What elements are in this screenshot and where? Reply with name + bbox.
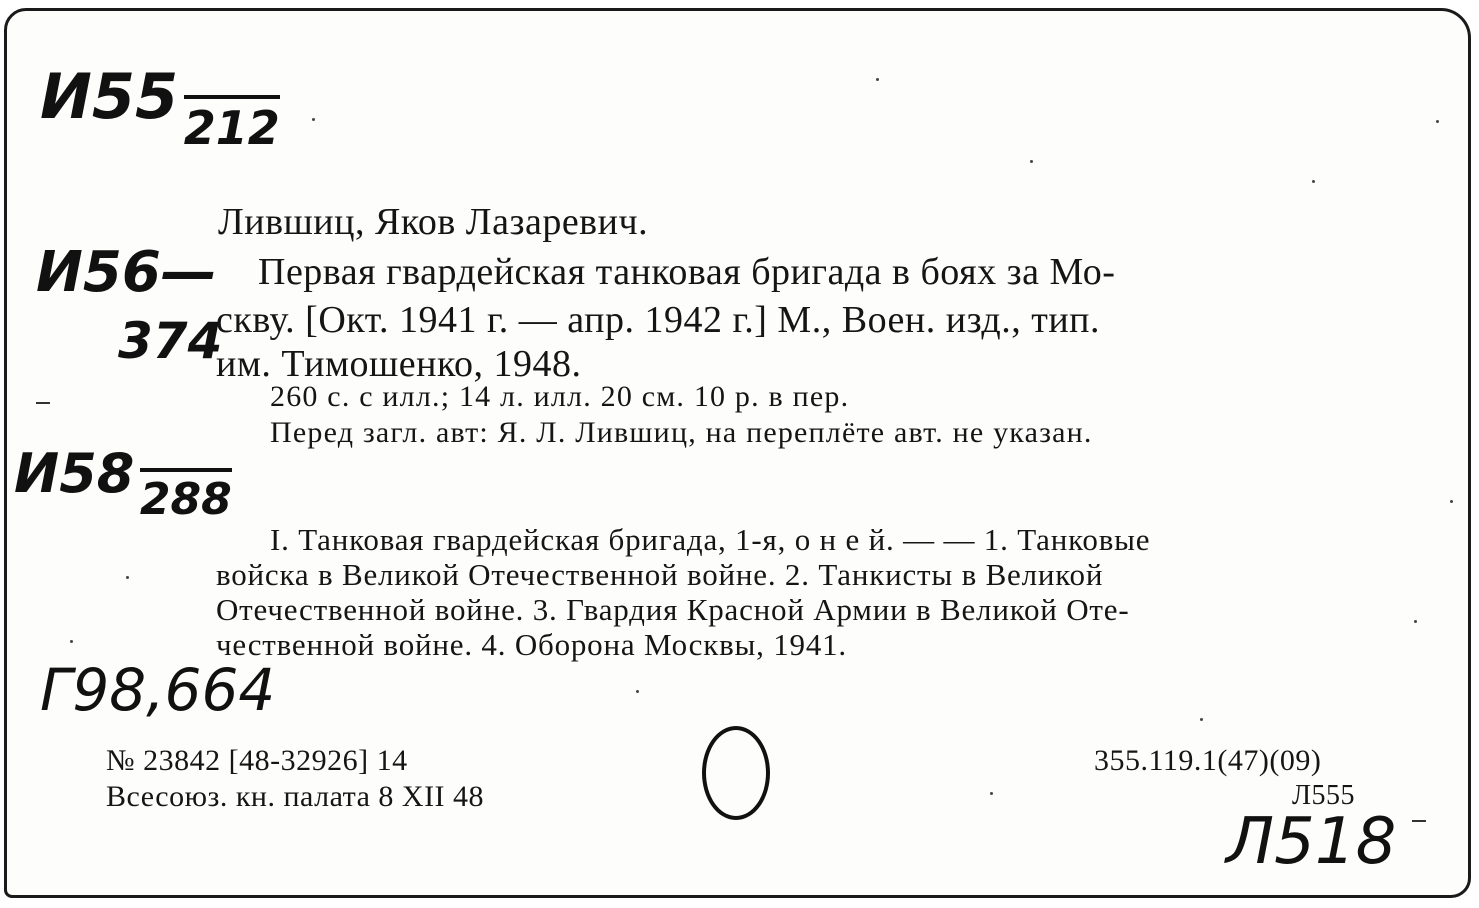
scan-speck xyxy=(636,690,639,693)
scan-speck xyxy=(1414,620,1417,623)
scan-speck xyxy=(312,118,315,121)
scan-speck xyxy=(1030,160,1033,163)
scan-speck xyxy=(126,576,129,579)
book-chamber-line: Всесоюз. кн. палата 8 XII 48 xyxy=(106,780,485,813)
shelfmark-2-sub: 374 xyxy=(118,312,223,370)
scan-speck xyxy=(70,640,73,643)
author-note: Перед загл. авт: Я. Л. Лившиц, на переплёте авт. не указан. xyxy=(270,416,1093,449)
subject-line-1: I. Танковая гвардейская бригада, 1-я, о н е й. — — 1. Танковые xyxy=(270,522,1151,557)
scan-speck xyxy=(1450,500,1453,503)
shelfmark-1 xyxy=(40,60,280,155)
shelfmark-3-sub: 288 xyxy=(140,468,232,525)
shelfmark-2 xyxy=(36,240,217,305)
physical-description: 260 с. с илл.; 14 л. илл. 20 см. 10 р. в пер. xyxy=(270,380,850,413)
shelfmark-2-main: И56— xyxy=(36,240,217,305)
scan-speck xyxy=(1200,718,1203,721)
title-line-2: скву. [Окт. 1941 г. — апр. 1942 г.] М., Воен. изд., тип. xyxy=(216,299,1101,341)
shelfmark-5: Л518 xyxy=(1226,805,1397,879)
subject-line-4: чественной войне. 4. Оборона Москвы, 1941. xyxy=(216,627,847,662)
classification-number: 355.119.1(47)(09) xyxy=(1094,744,1322,777)
card-number: № 23842 [48-32926] 14 xyxy=(106,744,408,777)
scan-speck xyxy=(1312,180,1315,183)
margin-mark xyxy=(1412,820,1426,822)
shelfmark-3 xyxy=(14,442,232,525)
scan-speck xyxy=(876,78,879,81)
shelfmark-4: Г98,664 xyxy=(40,656,276,724)
subject-line-2: войска в Великой Отечественной войне. 2. Танкисты в Великой xyxy=(216,557,1104,592)
scan-speck xyxy=(1436,120,1439,123)
punch-hole xyxy=(702,726,770,820)
shelfmark-1-sub: 212 xyxy=(184,95,280,155)
title-line-1: Первая гвардейская танковая бригада в боях за Мо- xyxy=(258,251,1116,293)
author-heading: Лившиц, Яков Лазаревич. xyxy=(218,201,649,243)
title-line-3: им. Тимошенко, 1948. xyxy=(216,343,582,385)
scan-speck xyxy=(990,792,993,795)
shelfmark-3-main: И58 xyxy=(14,442,135,505)
shelfmark-1-main: И55 xyxy=(40,60,179,133)
subject-line-3: Отечественной войне. 3. Гвардия Красной Армии в Великой Оте- xyxy=(216,592,1130,627)
margin-mark xyxy=(36,402,50,404)
author-mark: Л555 xyxy=(1292,780,1355,811)
